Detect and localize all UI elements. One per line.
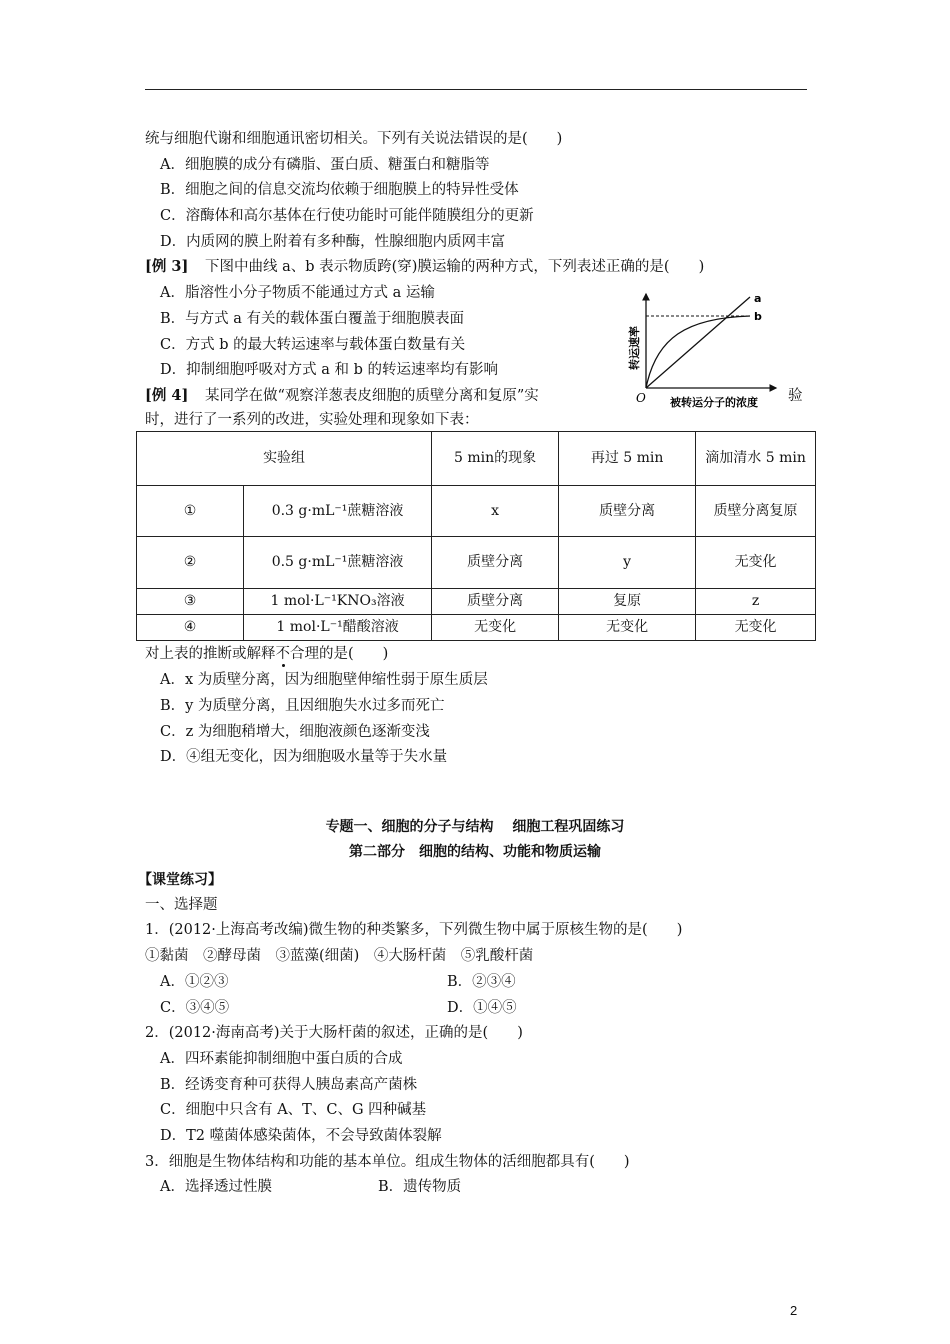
row-id: ① [137,486,244,537]
example-4-text-line2: 时，进行了一系列的改进，实验处理和现象如下表： [145,412,479,428]
example-4-stem-line1 [145,386,539,406]
table-row [137,486,816,537]
example-3-stem [145,257,704,277]
row-cell: z [696,589,816,615]
table-row [137,589,816,615]
intro-line: 统与细胞代谢和细胞通讯密切相关。下列有关说法错误的是( ) [145,131,563,147]
example-3-option-b: B．与方式 a 有关的载体蛋白覆盖于细胞膜表面 [160,311,465,327]
example-3-option-c: C．方式 b 的最大转运速率与载体蛋白数量有关 [160,337,466,353]
practice-label: 【课堂练习】 [138,872,222,888]
row-cell: 无变化 [559,615,696,641]
example-4-option-b: B．y 为质壁分离，且因细胞失水过多而死亡 [160,698,445,714]
experiment-table [136,431,816,641]
row-id: ② [137,537,244,589]
y-axis-label: 转运速率 [628,326,641,370]
table-header-row [137,432,816,486]
example-4-option-d: D．④组无变化，因为细胞吸水量等于失水量 [160,749,448,765]
row-cell: 无变化 [432,615,559,641]
table-row [137,537,816,589]
x-axis-label: 被转运分子的浓度 [670,396,758,409]
q3-option-a: A．选择透过性膜 [160,1179,272,1195]
row-cell: x [432,486,559,537]
row-cell: 质壁分离 [559,486,696,537]
question-emphasis: 不 [275,646,290,662]
row-cell: y [559,537,696,589]
row-cell: 复原 [559,589,696,615]
q1-option-a: A．①②③ [160,974,229,990]
q2-option-a: A．四环素能抑制细胞中蛋白质的合成 [160,1051,403,1067]
header-rule [145,89,807,90]
example-3-label: [例 3] [145,258,189,275]
row-cell: 无变化 [696,537,816,589]
q3-option-b: B．遗传物质 [378,1179,462,1195]
example-4-label: [例 4] [145,387,189,404]
row-cell: 质壁分离 [432,537,559,589]
row-id: ④ [137,615,244,641]
row-id: ③ [137,589,244,615]
q1-stem: 1．(2012·上海高考改编)微生物的种类繁多，下列微生物中属于原核生物的是( ) [145,922,683,938]
section-subtitle: 第二部分 细胞的结构、功能和物质运输 [349,844,601,860]
example-4-question [145,644,388,664]
row-treatment: 1 mol·L⁻¹KNO₃溶液 [244,589,432,615]
q2-option-d: D．T2 噬菌体感染菌体，不会导致菌体裂解 [160,1128,442,1144]
example-3-option-d: D．抑制细胞呼吸对方式 a 和 b 的转运速率均有影响 [160,362,498,378]
curve-a [646,297,750,388]
example-4-option-c: C．z 为细胞稍增大，细胞液颜色逐渐变浅 [160,724,430,740]
example-4-line1-tail: 验 [788,388,803,404]
row-treatment: 0.3 g·mL⁻¹蔗糖溶液 [244,486,432,537]
origin-label: O [636,391,646,405]
q1-items: ①黏菌 ②酵母菌 ③蓝藻(细菌) ④大肠杆菌 ⑤乳酸杆菌 [145,948,534,964]
choice-heading: 一、选择题 [145,897,218,913]
q1-option-d: D．①④⑤ [447,1000,517,1016]
q1-option-b: B．②③④ [447,974,516,990]
curve-b [646,316,750,388]
row-cell: 质壁分离 [432,589,559,615]
header-water-5min: 滴加清水 5 min [696,432,816,486]
row-cell: 质壁分离复原 [696,486,816,537]
question-pre: 对上表的推断或解释 [145,646,276,662]
q1-option-c: C．③④⑤ [160,1000,230,1016]
curve-a-label: a [754,292,762,305]
q3-stem: 3．细胞是生物体结构和功能的基本单位。组成生物体的活细胞都具有( ) [145,1154,630,1170]
question-post: 合理的是( ) [290,646,389,662]
curve-b-label: b [754,310,762,323]
example-3-option-a: A．脂溶性小分子物质不能通过方式 a 运输 [160,285,435,301]
intro-option-a: A．细胞膜的成分有磷脂、蛋白质、糖蛋白和糖脂等 [160,157,490,173]
example-4-option-a: A．x 为质壁分离，因为细胞壁伸缩性弱于原生质层 [160,672,488,688]
intro-option-c: C．溶酶体和高尔基体在行使功能时可能伴随膜组分的更新 [160,208,534,224]
row-treatment: 1 mol·L⁻¹醋酸溶液 [244,615,432,641]
q2-stem: 2．(2012·海南高考)关于大肠杆菌的叙述，正确的是( ) [145,1025,523,1041]
header-5min: 5 min的现象 [432,432,559,486]
q2-option-c: C．细胞中只含有 A、T、C、G 四种碱基 [160,1102,427,1118]
table-row [137,615,816,641]
example-3-text: 下图中曲线 a、b 表示物质跨(穿)膜运输的两种方式，下列表述正确的是( ) [204,259,705,275]
intro-option-d: D．内质网的膜上附着有多种酶，性腺细胞内质网丰富 [160,234,506,250]
header-group: 实验组 [137,432,432,486]
row-treatment: 0.5 g·mL⁻¹蔗糖溶液 [244,537,432,589]
row-cell: 无变化 [696,615,816,641]
example-4-text-line1: 某同学在做“观察洋葱表皮细胞的质壁分离和复原”实 [204,388,539,404]
page-number: 2 [790,1303,798,1318]
header-after-5min: 再过 5 min [559,432,696,486]
q2-option-b: B．经诱变育种可获得人胰岛素高产菌株 [160,1077,418,1093]
section-title: 专题一、细胞的分子与结构 细胞工程巩固练习 [325,819,625,835]
intro-option-b: B．细胞之间的信息交流均依赖于细胞膜上的特异性受体 [160,182,519,198]
